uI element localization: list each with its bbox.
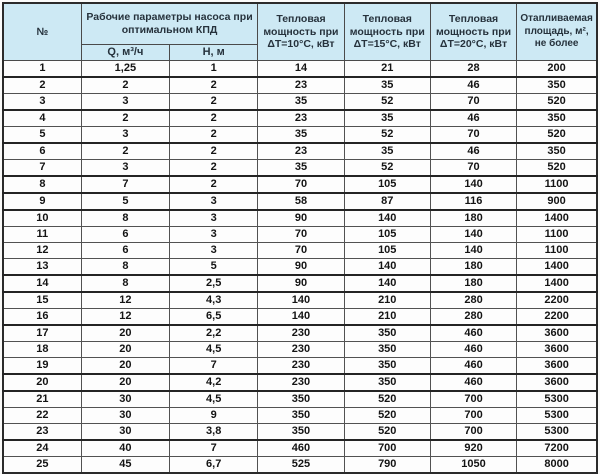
table-cell: 8 [81,275,169,292]
table-cell: 350 [258,391,344,408]
table-cell: 45 [81,456,169,473]
table-cell: 900 [517,193,597,210]
table-cell: 30 [81,391,169,408]
table-cell: 28 [430,60,516,77]
table-cell: 70 [430,126,516,143]
table-cell: 2 [81,110,169,127]
table-row [3,93,597,110]
table-cell: 52 [344,159,430,176]
table-cell: 350 [344,374,430,391]
table-cell: 140 [258,308,344,325]
table-cell: 3600 [517,374,597,391]
table-cell: 350 [344,357,430,374]
table-cell: 350 [344,325,430,342]
table-row [3,423,597,440]
table-cell: 210 [344,292,430,309]
table-row [3,242,597,258]
table-cell: 22 [3,407,81,423]
table-cell: 140 [430,226,516,242]
table-cell: 70 [430,93,516,110]
table-cell: 4,5 [170,341,258,357]
table-cell: 525 [258,456,344,473]
table-cell: 20 [81,325,169,342]
table-cell: 116 [430,193,516,210]
table-cell: 2 [170,77,258,94]
table-cell: 210 [344,308,430,325]
table-cell: 3,8 [170,423,258,440]
table-row [3,143,597,160]
table-cell: 5 [81,193,169,210]
table-cell: 1100 [517,226,597,242]
table-cell: 30 [81,407,169,423]
table-cell: 14 [3,275,81,292]
table-row [3,226,597,242]
table-cell: 140 [430,176,516,193]
table-cell: 70 [258,226,344,242]
table-cell: 35 [258,159,344,176]
table-cell: 280 [430,292,516,309]
table-cell: 140 [344,258,430,275]
table-cell: 17 [3,325,81,342]
table-cell: 3 [81,126,169,143]
table-cell: 7 [81,176,169,193]
table-cell: 46 [430,143,516,160]
table-cell: 35 [344,143,430,160]
table-row [3,341,597,357]
table-cell: 70 [258,242,344,258]
table-cell: 350 [517,110,597,127]
table-cell: 6 [81,226,169,242]
table-cell: 140 [258,292,344,309]
table-cell: 4 [3,110,81,127]
table-cell: 1400 [517,258,597,275]
table-cell: 23 [3,423,81,440]
table-cell: 1100 [517,242,597,258]
table-cell: 18 [3,341,81,357]
table-cell: 460 [258,440,344,457]
col-header-power-dt20: Тепловая мощность при ΔТ=20°С, кВт [430,3,516,60]
table-cell: 700 [430,423,516,440]
table-cell: 460 [430,325,516,342]
table-cell: 3 [170,242,258,258]
table-cell: 4,3 [170,292,258,309]
table-cell: 8 [81,258,169,275]
table-cell: 15 [3,292,81,309]
table-cell: 350 [344,341,430,357]
table-cell: 2 [170,159,258,176]
table-cell: 7200 [517,440,597,457]
table-cell: 7 [170,440,258,457]
table-cell: 105 [344,242,430,258]
table-cell: 21 [3,391,81,408]
table-cell: 13 [3,258,81,275]
table-cell: 3600 [517,325,597,342]
table-cell: 4,2 [170,374,258,391]
table-cell: 105 [344,226,430,242]
table-row [3,357,597,374]
table-row [3,258,597,275]
table-cell: 90 [258,275,344,292]
table-cell: 700 [430,407,516,423]
table-cell: 52 [344,93,430,110]
table-cell: 520 [517,93,597,110]
col-header-area: Отапливаемая площадь, м², не более [517,3,597,60]
table-row [3,159,597,176]
table-cell: 11 [3,226,81,242]
table-cell: 520 [517,126,597,143]
table-cell: 1400 [517,210,597,227]
table-cell: 3 [170,226,258,242]
table-cell: 8 [81,210,169,227]
table-cell: 180 [430,258,516,275]
table-cell: 46 [430,77,516,94]
table-cell: 12 [81,292,169,309]
table-row [3,275,597,292]
table-cell: 7 [170,357,258,374]
table-row [3,210,597,227]
table-cell: 1050 [430,456,516,473]
table-cell: 350 [258,423,344,440]
table-cell: 16 [3,308,81,325]
table-cell: 87 [344,193,430,210]
table-cell: 180 [430,210,516,227]
table-cell: 25 [3,456,81,473]
table-cell: 5300 [517,391,597,408]
table-cell: 20 [3,374,81,391]
table-cell: 5 [170,258,258,275]
table-cell: 230 [258,341,344,357]
table-cell: 140 [344,275,430,292]
table-cell: 460 [430,341,516,357]
table-row [3,407,597,423]
table-cell: 2 [170,176,258,193]
table-cell: 200 [517,60,597,77]
table-cell: 8 [3,176,81,193]
table-cell: 1,25 [81,60,169,77]
table-cell: 6 [3,143,81,160]
col-header-pump-params: Рабочие параметры насоса при оптимальном КПД [81,3,258,44]
table-row [3,391,597,408]
table-cell: 70 [430,159,516,176]
table-cell: 23 [258,77,344,94]
col-header-num: № [3,3,81,60]
table-cell: 23 [258,143,344,160]
table-cell: 3 [3,93,81,110]
table-cell: 460 [430,374,516,391]
table-cell: 2,2 [170,325,258,342]
table-cell: 2 [170,110,258,127]
table-cell: 2 [81,77,169,94]
table-cell: 35 [344,110,430,127]
table-cell: 9 [3,193,81,210]
table-cell: 350 [258,407,344,423]
table-cell: 20 [81,357,169,374]
table-cell: 30 [81,423,169,440]
table-cell: 520 [344,391,430,408]
table-cell: 280 [430,308,516,325]
col-header-flow-q: Q, м³/ч [81,44,169,60]
table-cell: 7 [3,159,81,176]
table-cell: 6 [81,242,169,258]
table-cell: 1100 [517,176,597,193]
table-cell: 3 [170,210,258,227]
table-cell: 12 [81,308,169,325]
table-cell: 20 [81,374,169,391]
table-cell: 180 [430,275,516,292]
table-cell: 3600 [517,341,597,357]
table-row [3,292,597,309]
table-header [3,3,597,60]
table-cell: 6,5 [170,308,258,325]
table-cell: 5 [3,126,81,143]
table-cell: 3600 [517,357,597,374]
table-row [3,193,597,210]
table-cell: 140 [430,242,516,258]
table-cell: 5300 [517,423,597,440]
table-cell: 520 [517,159,597,176]
table-cell: 58 [258,193,344,210]
table-cell: 230 [258,325,344,342]
table-cell: 2,5 [170,275,258,292]
table-cell: 1 [170,60,258,77]
table-row [3,110,597,127]
pump-parameters-table [2,2,598,474]
table-cell: 230 [258,374,344,391]
table-row [3,77,597,94]
table-cell: 46 [430,110,516,127]
table-cell: 4,5 [170,391,258,408]
table-cell: 12 [3,242,81,258]
table-cell: 14 [258,60,344,77]
table-cell: 2200 [517,292,597,309]
table-cell: 520 [344,423,430,440]
table-row [3,374,597,391]
table-cell: 5300 [517,407,597,423]
table-cell: 70 [258,176,344,193]
table-cell: 920 [430,440,516,457]
table-body [3,60,597,473]
table-cell: 230 [258,357,344,374]
table-cell: 520 [344,407,430,423]
table-cell: 790 [344,456,430,473]
col-header-power-dt15: Тепловая мощность при ΔТ=15°С, кВт [344,3,430,60]
table-row [3,440,597,457]
table-cell: 140 [344,210,430,227]
table-cell: 35 [344,77,430,94]
table-row [3,126,597,143]
table-cell: 105 [344,176,430,193]
table-row [3,456,597,473]
col-header-head-h: Н, м [170,44,258,60]
table-row [3,60,597,77]
table-cell: 19 [3,357,81,374]
table-row [3,176,597,193]
table-cell: 350 [517,143,597,160]
table-cell: 2 [170,143,258,160]
table-cell: 6,7 [170,456,258,473]
table-cell: 2 [81,143,169,160]
table-cell: 35 [258,93,344,110]
table-cell: 700 [344,440,430,457]
table-cell: 9 [170,407,258,423]
table-cell: 20 [81,341,169,357]
table-cell: 2200 [517,308,597,325]
table-cell: 8000 [517,456,597,473]
table-cell: 460 [430,357,516,374]
col-header-power-dt10: Тепловая мощность при ΔТ=10°С, кВт [258,3,344,60]
table-cell: 2 [170,126,258,143]
table-cell: 52 [344,126,430,143]
table-cell: 3 [81,159,169,176]
table-cell: 10 [3,210,81,227]
table-cell: 2 [170,93,258,110]
table-cell: 1 [3,60,81,77]
table-cell: 3 [81,93,169,110]
table-cell: 1400 [517,275,597,292]
table-cell: 3 [170,193,258,210]
table-row [3,325,597,342]
table-cell: 40 [81,440,169,457]
table-cell: 700 [430,391,516,408]
table-cell: 90 [258,210,344,227]
table-cell: 2 [3,77,81,94]
table-cell: 350 [517,77,597,94]
table-cell: 23 [258,110,344,127]
table-cell: 21 [344,60,430,77]
table-row [3,308,597,325]
table-cell: 24 [3,440,81,457]
table-cell: 90 [258,258,344,275]
table-cell: 35 [258,126,344,143]
